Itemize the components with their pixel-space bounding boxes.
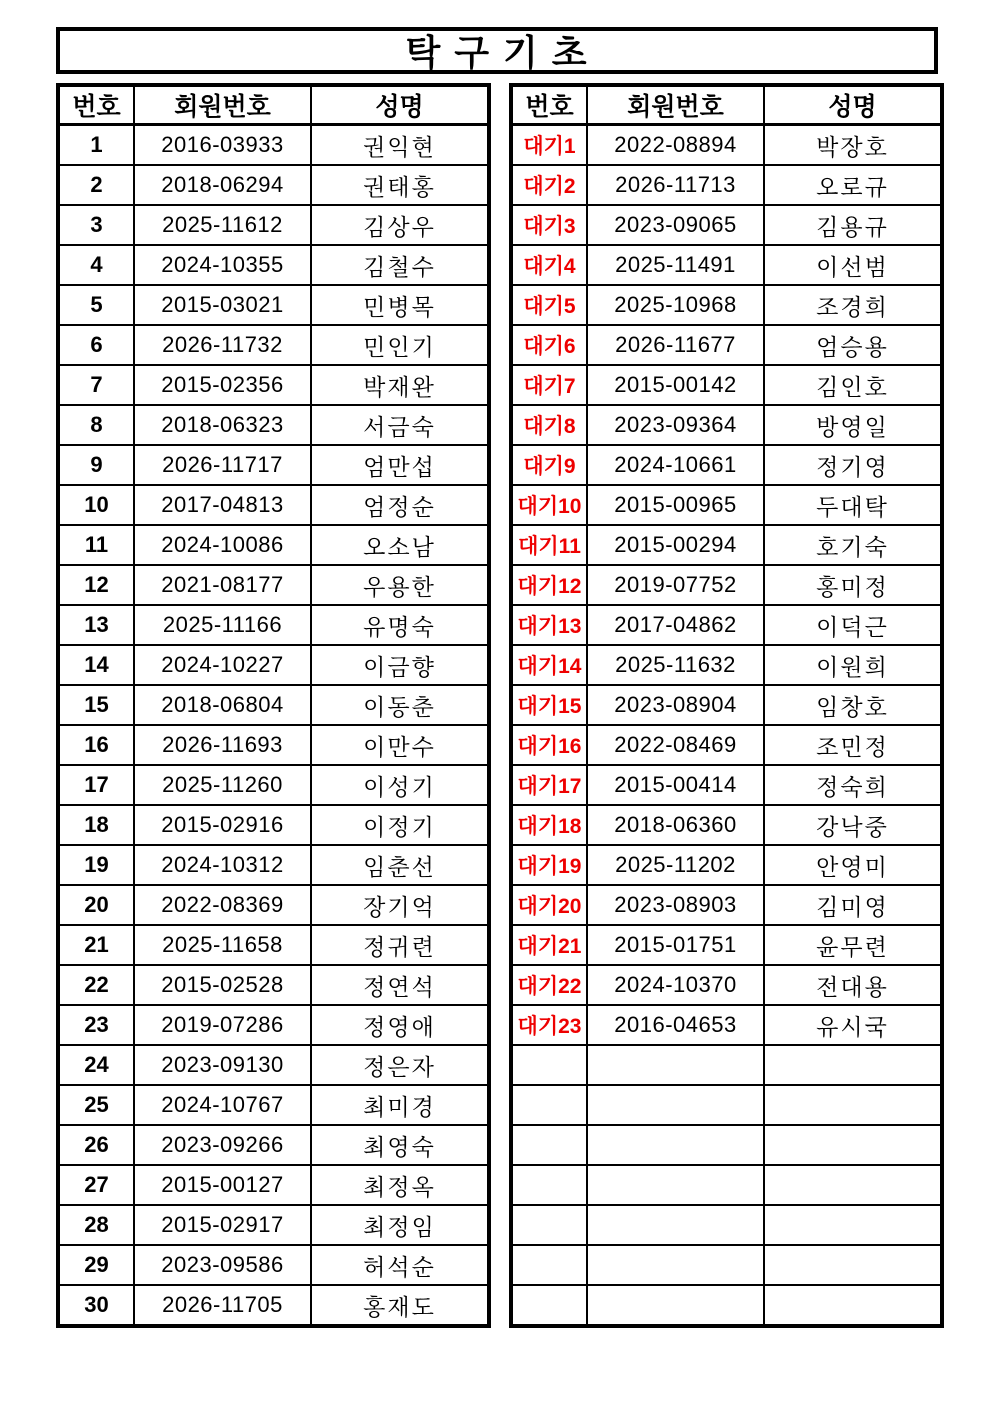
table-row — [511, 845, 942, 885]
row-number-cell: 22 — [58, 965, 134, 1005]
member-id-cell: 2025-11202 — [587, 845, 764, 885]
row-number-cell: 15 — [58, 685, 134, 725]
member-table-body — [58, 125, 489, 1327]
row-number-cell: 8 — [58, 405, 134, 445]
member-name-cell: 이덕근 — [764, 605, 942, 645]
member-id-cell: 2025-11166 — [134, 605, 311, 645]
row-number-cell: 28 — [58, 1205, 134, 1245]
member-name-cell: 김철수 — [311, 245, 489, 285]
member-id-cell — [587, 1205, 764, 1245]
row-number-cell: 7 — [58, 365, 134, 405]
row-number-cell — [511, 1285, 587, 1326]
member-id-cell: 2015-00414 — [587, 765, 764, 805]
member-id-cell: 2023-09586 — [134, 1245, 311, 1285]
table-row — [58, 565, 489, 605]
row-number-cell: 13 — [58, 605, 134, 645]
member-name-cell — [764, 1245, 942, 1285]
table-row — [58, 525, 489, 565]
member-name-cell: 이선범 — [764, 245, 942, 285]
member-id-cell: 2022-08894 — [587, 125, 764, 166]
member-id-cell: 2015-02356 — [134, 365, 311, 405]
table-row — [58, 1285, 489, 1326]
member-id-cell: 2024-10661 — [587, 445, 764, 485]
member-name-cell: 엄정순 — [311, 485, 489, 525]
table-row — [58, 605, 489, 645]
member-id-cell: 2019-07286 — [134, 1005, 311, 1045]
member-id-cell: 2024-10312 — [134, 845, 311, 885]
row-number-cell: 대기11 — [511, 525, 587, 565]
row-number-cell: 대기2 — [511, 165, 587, 205]
member-name-cell: 두대탁 — [764, 485, 942, 525]
table-row — [58, 965, 489, 1005]
row-number-cell: 대기6 — [511, 325, 587, 365]
table-row — [511, 125, 942, 166]
tables-container — [56, 83, 944, 1328]
column-header-name: 성명 — [764, 85, 942, 125]
table-row — [511, 525, 942, 565]
member-name-cell — [764, 1125, 942, 1165]
row-number-cell: 대기19 — [511, 845, 587, 885]
table-row — [511, 1165, 942, 1205]
member-id-cell — [587, 1125, 764, 1165]
row-number-cell: 11 — [58, 525, 134, 565]
member-name-cell: 호기숙 — [764, 525, 942, 565]
row-number-cell: 2 — [58, 165, 134, 205]
member-table — [56, 83, 491, 1328]
column-header-member-id: 회원번호 — [134, 85, 311, 125]
row-number-cell: 1 — [58, 125, 134, 166]
page-title: 탁 구 기 초 — [56, 27, 938, 74]
row-number-cell: 16 — [58, 725, 134, 765]
member-id-cell: 2018-06323 — [134, 405, 311, 445]
member-name-cell: 이동춘 — [311, 685, 489, 725]
table-row — [58, 725, 489, 765]
member-id-cell: 2017-04862 — [587, 605, 764, 645]
row-number-cell — [511, 1125, 587, 1165]
member-name-cell: 정기영 — [764, 445, 942, 485]
member-id-cell: 2023-08903 — [587, 885, 764, 925]
member-id-cell: 2023-09266 — [134, 1125, 311, 1165]
row-number-cell — [511, 1165, 587, 1205]
member-id-cell: 2025-11658 — [134, 925, 311, 965]
member-name-cell: 장기억 — [311, 885, 489, 925]
row-number-cell: 대기16 — [511, 725, 587, 765]
member-name-cell: 윤무련 — [764, 925, 942, 965]
member-id-cell: 2026-11705 — [134, 1285, 311, 1326]
table-row — [58, 1005, 489, 1045]
row-number-cell: 26 — [58, 1125, 134, 1165]
member-id-cell: 2024-10086 — [134, 525, 311, 565]
row-number-cell: 대기22 — [511, 965, 587, 1005]
table-row — [511, 165, 942, 205]
row-number-cell: 27 — [58, 1165, 134, 1205]
member-id-cell — [587, 1285, 764, 1326]
table-row — [58, 645, 489, 685]
member-name-cell: 엄승용 — [764, 325, 942, 365]
member-name-cell — [764, 1045, 942, 1085]
row-number-cell: 대기9 — [511, 445, 587, 485]
table-row — [511, 245, 942, 285]
member-name-cell: 최정옥 — [311, 1165, 489, 1205]
member-id-cell: 2022-08369 — [134, 885, 311, 925]
member-name-cell: 전대용 — [764, 965, 942, 1005]
member-id-cell: 2015-01751 — [587, 925, 764, 965]
table-row — [58, 285, 489, 325]
member-name-cell: 안영미 — [764, 845, 942, 885]
member-name-cell: 강낙중 — [764, 805, 942, 845]
table-row — [511, 1245, 942, 1285]
member-id-cell — [587, 1245, 764, 1285]
member-name-cell: 이만수 — [311, 725, 489, 765]
member-id-cell: 2019-07752 — [587, 565, 764, 605]
table-row — [58, 885, 489, 925]
member-name-cell: 권익현 — [311, 125, 489, 166]
table-row — [58, 1165, 489, 1205]
member-name-cell: 최정임 — [311, 1205, 489, 1245]
member-name-cell: 임춘선 — [311, 845, 489, 885]
table-row — [58, 1045, 489, 1085]
member-name-cell — [764, 1165, 942, 1205]
row-number-cell: 대기21 — [511, 925, 587, 965]
table-row — [511, 925, 942, 965]
row-number-cell — [511, 1045, 587, 1085]
table-row — [511, 325, 942, 365]
member-name-cell: 김인호 — [764, 365, 942, 405]
member-name-cell: 최영숙 — [311, 1125, 489, 1165]
member-name-cell: 정숙희 — [764, 765, 942, 805]
column-header-name: 성명 — [311, 85, 489, 125]
waiting-table-body — [511, 125, 942, 1327]
member-id-cell: 2015-03021 — [134, 285, 311, 325]
member-name-cell: 오로규 — [764, 165, 942, 205]
table-row — [58, 1245, 489, 1285]
member-id-cell: 2015-00127 — [134, 1165, 311, 1205]
table-row — [58, 925, 489, 965]
waiting-table — [509, 83, 944, 1328]
member-name-cell — [764, 1205, 942, 1245]
table-row — [511, 365, 942, 405]
table-row — [511, 1285, 942, 1326]
member-id-cell: 2026-11717 — [134, 445, 311, 485]
member-name-cell: 우용한 — [311, 565, 489, 605]
table-row — [511, 1205, 942, 1245]
row-number-cell: 10 — [58, 485, 134, 525]
table-row — [58, 325, 489, 365]
member-id-cell: 2015-02528 — [134, 965, 311, 1005]
table-row — [511, 645, 942, 685]
member-id-cell: 2024-10227 — [134, 645, 311, 685]
row-number-cell: 30 — [58, 1285, 134, 1326]
member-name-cell — [764, 1285, 942, 1326]
row-number-cell — [511, 1085, 587, 1125]
member-id-cell: 2026-11677 — [587, 325, 764, 365]
member-name-cell: 권태홍 — [311, 165, 489, 205]
member-id-cell: 2026-11732 — [134, 325, 311, 365]
row-number-cell: 대기4 — [511, 245, 587, 285]
column-header-number: 번호 — [58, 85, 134, 125]
table-row — [511, 965, 942, 1005]
member-id-cell: 2015-02917 — [134, 1205, 311, 1245]
member-id-cell: 2022-08469 — [587, 725, 764, 765]
table-row — [511, 725, 942, 765]
member-id-cell: 2025-11260 — [134, 765, 311, 805]
table-row — [58, 445, 489, 485]
table-row — [58, 1205, 489, 1245]
row-number-cell: 18 — [58, 805, 134, 845]
table-row — [58, 365, 489, 405]
member-name-cell: 허석순 — [311, 1245, 489, 1285]
waiting-table-header — [511, 85, 942, 125]
table-row — [511, 765, 942, 805]
row-number-cell: 대기10 — [511, 485, 587, 525]
member-id-cell: 2026-11713 — [587, 165, 764, 205]
table-row — [58, 205, 489, 245]
member-id-cell: 2017-04813 — [134, 485, 311, 525]
table-row — [58, 1125, 489, 1165]
row-number-cell: 21 — [58, 925, 134, 965]
member-id-cell: 2021-08177 — [134, 565, 311, 605]
member-name-cell: 이원희 — [764, 645, 942, 685]
member-name-cell: 정은자 — [311, 1045, 489, 1085]
table-row — [58, 245, 489, 285]
row-number-cell: 17 — [58, 765, 134, 805]
column-header-member-id: 회원번호 — [587, 85, 764, 125]
member-name-cell: 박재완 — [311, 365, 489, 405]
table-row — [58, 765, 489, 805]
member-id-cell: 2023-09364 — [587, 405, 764, 445]
header-row — [58, 85, 489, 125]
member-id-cell: 2023-09130 — [134, 1045, 311, 1085]
member-name-cell: 김미영 — [764, 885, 942, 925]
table-row — [511, 1005, 942, 1045]
member-name-cell: 조경희 — [764, 285, 942, 325]
table-row — [511, 1125, 942, 1165]
row-number-cell: 25 — [58, 1085, 134, 1125]
table-row — [511, 805, 942, 845]
member-name-cell: 엄만섭 — [311, 445, 489, 485]
member-id-cell: 2015-00294 — [587, 525, 764, 565]
member-name-cell: 민인기 — [311, 325, 489, 365]
row-number-cell: 대기3 — [511, 205, 587, 245]
member-name-cell: 방영일 — [764, 405, 942, 445]
member-id-cell: 2025-11491 — [587, 245, 764, 285]
row-number-cell — [511, 1205, 587, 1245]
member-id-cell: 2026-11693 — [134, 725, 311, 765]
member-name-cell: 김상우 — [311, 205, 489, 245]
table-row — [511, 445, 942, 485]
member-id-cell — [587, 1045, 764, 1085]
member-name-cell: 민병목 — [311, 285, 489, 325]
member-id-cell: 2024-10370 — [587, 965, 764, 1005]
table-row — [58, 1085, 489, 1125]
row-number-cell: 19 — [58, 845, 134, 885]
member-name-cell: 정영애 — [311, 1005, 489, 1045]
member-name-cell: 박장호 — [764, 125, 942, 166]
row-number-cell — [511, 1245, 587, 1285]
table-row — [58, 405, 489, 445]
member-id-cell: 2016-03933 — [134, 125, 311, 166]
row-number-cell: 대기18 — [511, 805, 587, 845]
member-id-cell: 2025-11632 — [587, 645, 764, 685]
member-name-cell: 이금향 — [311, 645, 489, 685]
header-row — [511, 85, 942, 125]
table-row — [511, 565, 942, 605]
member-table-header — [58, 85, 489, 125]
row-number-cell: 대기14 — [511, 645, 587, 685]
member-id-cell: 2024-10767 — [134, 1085, 311, 1125]
row-number-cell: 대기23 — [511, 1005, 587, 1045]
member-id-cell — [587, 1085, 764, 1125]
member-name-cell: 홍미정 — [764, 565, 942, 605]
member-id-cell: 2018-06360 — [587, 805, 764, 845]
table-row — [58, 685, 489, 725]
member-id-cell: 2018-06294 — [134, 165, 311, 205]
row-number-cell: 대기5 — [511, 285, 587, 325]
member-id-cell: 2015-02916 — [134, 805, 311, 845]
row-number-cell: 24 — [58, 1045, 134, 1085]
row-number-cell: 29 — [58, 1245, 134, 1285]
row-number-cell: 9 — [58, 445, 134, 485]
member-id-cell: 2025-10968 — [587, 285, 764, 325]
table-row — [511, 485, 942, 525]
table-row — [511, 405, 942, 445]
table-row — [511, 605, 942, 645]
table-row — [58, 125, 489, 166]
member-name-cell: 유시국 — [764, 1005, 942, 1045]
row-number-cell: 6 — [58, 325, 134, 365]
member-id-cell: 2024-10355 — [134, 245, 311, 285]
row-number-cell: 대기8 — [511, 405, 587, 445]
row-number-cell: 12 — [58, 565, 134, 605]
row-number-cell: 대기17 — [511, 765, 587, 805]
member-name-cell: 김용규 — [764, 205, 942, 245]
row-number-cell: 23 — [58, 1005, 134, 1045]
member-name-cell: 최미경 — [311, 1085, 489, 1125]
member-name-cell: 정귀련 — [311, 925, 489, 965]
member-id-cell: 2015-00965 — [587, 485, 764, 525]
member-id-cell: 2023-09065 — [587, 205, 764, 245]
member-name-cell: 이정기 — [311, 805, 489, 845]
row-number-cell: 대기1 — [511, 125, 587, 166]
member-id-cell: 2018-06804 — [134, 685, 311, 725]
row-number-cell: 대기12 — [511, 565, 587, 605]
column-header-number: 번호 — [511, 85, 587, 125]
table-row — [511, 205, 942, 245]
row-number-cell: 대기13 — [511, 605, 587, 645]
table-row — [58, 845, 489, 885]
table-row — [511, 685, 942, 725]
row-number-cell: 14 — [58, 645, 134, 685]
member-name-cell: 서금숙 — [311, 405, 489, 445]
member-name-cell: 오소남 — [311, 525, 489, 565]
table-row — [511, 1085, 942, 1125]
row-number-cell: 대기20 — [511, 885, 587, 925]
table-row — [58, 485, 489, 525]
table-row — [511, 885, 942, 925]
table-row — [511, 285, 942, 325]
table-row — [511, 1045, 942, 1085]
member-id-cell: 2015-00142 — [587, 365, 764, 405]
member-name-cell: 홍재도 — [311, 1285, 489, 1326]
member-name-cell — [764, 1085, 942, 1125]
member-name-cell: 이성기 — [311, 765, 489, 805]
row-number-cell: 대기7 — [511, 365, 587, 405]
member-id-cell: 2016-04653 — [587, 1005, 764, 1045]
member-id-cell: 2025-11612 — [134, 205, 311, 245]
member-name-cell: 유명숙 — [311, 605, 489, 645]
row-number-cell: 20 — [58, 885, 134, 925]
member-name-cell: 임창호 — [764, 685, 942, 725]
row-number-cell: 3 — [58, 205, 134, 245]
member-name-cell: 조민정 — [764, 725, 942, 765]
table-row — [58, 805, 489, 845]
row-number-cell: 4 — [58, 245, 134, 285]
table-row — [58, 165, 489, 205]
row-number-cell: 5 — [58, 285, 134, 325]
member-name-cell: 정연석 — [311, 965, 489, 1005]
row-number-cell: 대기15 — [511, 685, 587, 725]
member-id-cell — [587, 1165, 764, 1205]
member-id-cell: 2023-08904 — [587, 685, 764, 725]
